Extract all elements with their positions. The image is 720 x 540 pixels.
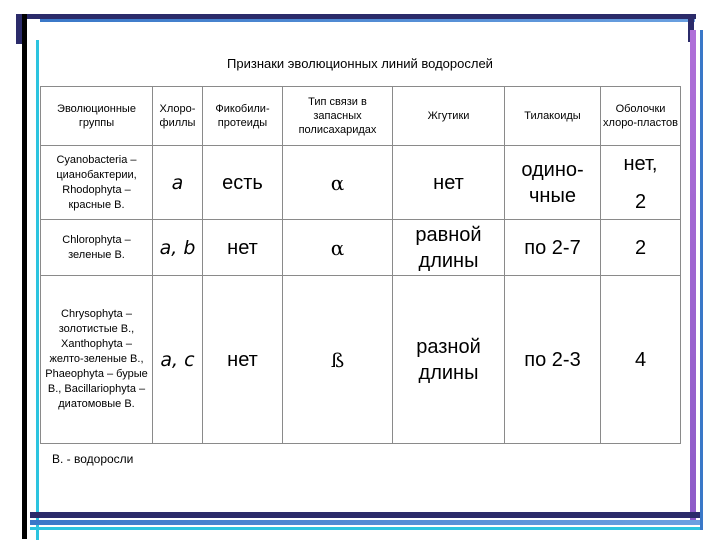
frame-left-accent [36,40,39,540]
header-chlorophylls: Хлоро-филлы [153,87,203,146]
thylakoid-cell: одино-чные [505,146,601,220]
table-row [41,276,681,444]
frame-bottom-bar [30,512,700,518]
header-thylakoids: Тилакоиды [505,87,601,146]
phycobiliprotein-cell: нет [203,220,283,276]
bond-cell: α [283,220,393,276]
group-cell: Chrysophyta – золотистые В., Xanthophyta – желто-зеленые В., Phaeophyta – бурые В., Bacillariophyta – диатомовые В. [41,276,153,444]
frame-bottom-accent [30,520,700,525]
header-phycobiliproteins: Фикобили-протеиды [203,87,283,146]
header-flagella: Жгутики [393,87,505,146]
chlorophyll-cell: a, c [153,276,203,444]
flagella-cell: равной длины [393,220,505,276]
phycobiliprotein-cell: нет [203,276,283,444]
header-membranes: Оболочки хлоро-пластов [601,87,681,146]
frame-right-accent [700,30,703,530]
thylakoid-cell: по 2-7 [505,220,601,276]
membrane-count: 2 [634,190,647,213]
header-polysaccharides: Тип связи в запасных полисахаридах [283,87,393,146]
table-row [41,220,681,276]
table-row [41,146,681,220]
frame-left-bar [22,14,27,539]
bond-cell: ß [283,276,393,444]
membrane-note: нет, [623,152,658,175]
membrane-cell: 4 [601,276,681,444]
page-title: Признаки эволюционных линий водорослей [227,56,493,71]
flagella-cell: разной длины [393,276,505,444]
header-groups: Эволюционные группы [41,87,153,146]
frame-top-accent [40,19,695,22]
membrane-cell: 2 [601,220,681,276]
thylakoid-cell: по 2-3 [505,276,601,444]
frame-bottom-line [30,527,700,530]
group-cell: Cyanobacteria – цианобактерии, Rhodophyta – красные В. [41,146,153,220]
frame-right-bar [690,30,696,520]
bond-cell: α [283,146,393,220]
header-row [41,87,681,146]
chlorophyll-cell: a [153,146,203,220]
footnote: В. - водоросли [52,452,134,466]
group-cell: Chlorophyta – зеленые В. [41,220,153,276]
chlorophyll-cell: a, b [153,220,203,276]
algae-table [40,86,681,444]
membrane-cell [601,146,681,220]
flagella-cell: нет [393,146,505,220]
phycobiliprotein-cell: есть [203,146,283,220]
